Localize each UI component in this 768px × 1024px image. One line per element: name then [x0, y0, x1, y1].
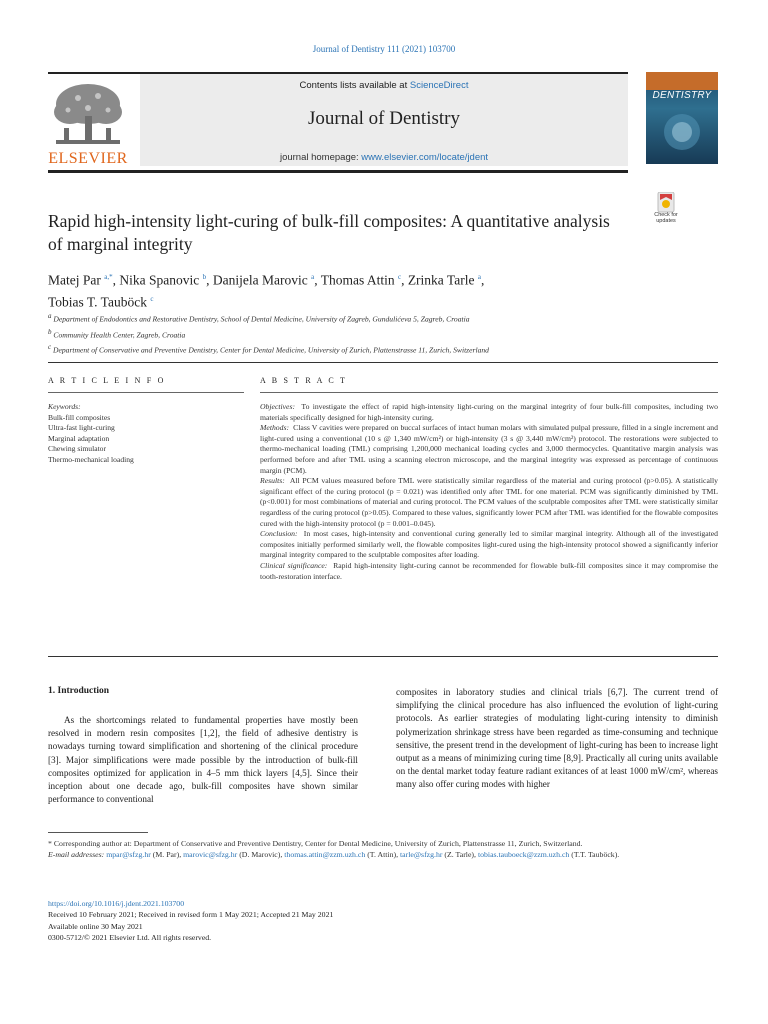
affiliations	[48, 310, 708, 357]
section-divider	[48, 656, 718, 657]
email-owner: (Z. Tarle),	[442, 850, 478, 860]
email-owner: (T. Attin),	[365, 850, 400, 860]
footnotes	[48, 838, 718, 860]
email-link[interactable]: tobias.tauboeck@zzm.uzh.ch	[477, 850, 570, 860]
keyword: Bulk-fill composites	[48, 412, 111, 422]
email-link[interactable]: marovic@sfzg.hr	[183, 850, 238, 860]
author-name[interactable]: Tobias T. Tauböck	[48, 294, 147, 309]
abstract-label: Conclusion:	[260, 529, 298, 539]
abstract-label: Methods:	[260, 423, 290, 433]
author-affiliation-marker[interactable]: c	[150, 294, 154, 303]
email-owner: (T.T. Tauböck).	[569, 850, 620, 860]
cover-top-band	[646, 72, 718, 90]
author-affiliation-marker[interactable]: a	[477, 273, 481, 281]
cover-graphic-icon	[660, 110, 704, 154]
abstract-text: Rapid high-intensity light-curing cannot be recommended for flowable bulk-fill composites since it may compromise the tooth-restoration interface.	[260, 560, 719, 581]
abstract-text: All PCM values measured before TML were statistically similar regardless of the material and curing protocol (p>0.05). A statistically significant effect of the curing protocol (p = 0.021) was identified only after TML for one material. PCM was significantly diminished by TML (p<0.001) for most combinations of material and curing protocol. The PCM values of the sculptable composites after TML were statistically similar regardless of the curing protocol (p>0.05). Compared to these values, significantly lower PCM after TML was identified for the flowable composites cured with the high-intensity protocol (p = 0.001–0.045).	[260, 476, 718, 528]
abstract-rule	[260, 392, 718, 393]
running-head[interactable]: Journal of Dentistry 111 (2021) 103700	[312, 44, 456, 54]
abstract-text: Class V cavities were prepared on buccal surfaces of intact human molars with simulated pulpal pressure, filled in a single increment and light-cured using a conventional (10 s @ 1,340 mW/cm²) or high-intensity (3 s @ 3,440 mW/cm²) protocol. The restorations were subjected to thermo-mechanical loading (TML) comprising 1,200,000 mechanical loading cycles and 3,000 thermocycles. Quantitative margin analysis was performed before and after TML using a scanning electron microscope, and the marginal integrity was expressed as percentage of continuous margin (PCM).	[260, 423, 718, 475]
affiliation-text: Department of Conservative and Preventive Dentistry, Center for Dental Medicine, University of Zurich, Plattenstrasse 11, Zurich, Switzerland	[53, 345, 489, 355]
email-addresses	[48, 849, 718, 860]
elsevier-wordmark: ELSEVIER	[48, 150, 128, 167]
author-affiliation-marker[interactable]: a	[311, 273, 315, 281]
email-link[interactable]: tarle@sfzg.hr	[400, 850, 443, 860]
sciencedirect-link[interactable]: ScienceDirect	[409, 80, 469, 91]
author-separator: ,	[480, 272, 485, 288]
journal-title: Journal of Dentistry	[308, 108, 460, 129]
email-link[interactable]: mpar@sfzg.hr	[106, 850, 151, 860]
abstract-results	[260, 476, 718, 529]
author-name[interactable]: Thomas Attin	[320, 272, 395, 288]
contents-prefix: Contents lists available at	[299, 80, 410, 91]
cover-title: DENTISTRY	[652, 90, 712, 101]
article-title: Rapid high-intensity light-curing of bulk-fill composites: A quantitative analysis of marginal integrity	[48, 211, 610, 254]
homepage-prefix: journal homepage:	[279, 152, 362, 163]
copyright: 0300-5712/© 2021 Elsevier Ltd. All rights reserved.	[48, 933, 212, 943]
abstract-heading: A B S T R A C T	[260, 376, 348, 385]
affiliation	[48, 326, 708, 342]
journal-homepage-link[interactable]: www.elsevier.com/locate/jdent	[361, 152, 489, 163]
abstract-label: Clinical significance:	[260, 560, 328, 570]
author-name[interactable]: Danijela Marovic	[212, 272, 308, 288]
author-affiliation-marker[interactable]: a,*	[104, 273, 113, 281]
author-separator: ,	[206, 272, 213, 288]
body-column-right	[396, 686, 718, 792]
author-affiliation-marker[interactable]: c	[397, 273, 402, 281]
header-bottom-rule	[48, 170, 628, 173]
affiliation-key: a	[48, 312, 52, 320]
affiliation-text: Department of Endodontics and Restorative Dentistry, School of Dental Medicine, University of Zagreb, Gundulićeva 5, Zagreb, Croatia	[53, 314, 470, 324]
check-updates-label[interactable]: Check for updates	[654, 212, 678, 224]
abstract-significance	[260, 561, 718, 582]
contents-line	[140, 80, 628, 91]
author-separator: ,	[401, 272, 408, 288]
email-link[interactable]: thomas.attin@zzm.uzh.ch	[284, 850, 366, 860]
keyword: Marginal adaptation	[48, 433, 110, 443]
affiliation-key: b	[48, 327, 52, 336]
author-list	[48, 268, 688, 311]
abstract-label: Results:	[260, 476, 285, 486]
corresponding-author-note: * Corresponding author at: Department of Conservative and Preventive Dentistry, Center for Dental Medicine, University of Zurich, Plattenstrasse 11, Zurich, Switzerland.	[48, 839, 583, 848]
affiliation	[48, 310, 708, 326]
article-info-rule	[48, 392, 244, 393]
homepage-line	[140, 152, 628, 163]
author-affiliation-marker[interactable]: b	[202, 273, 207, 281]
section-heading-introduction: 1. Introduction	[48, 686, 110, 696]
footnote-rule	[48, 832, 148, 833]
author-name[interactable]: Matej Par	[48, 272, 101, 288]
received-dates: Received 10 February 2021; Received in revised form 1 May 2021; Accepted 21 May 2021	[48, 910, 334, 920]
abstract-label: Objectives:	[260, 402, 296, 411]
abstract-conclusion	[260, 529, 718, 561]
keyword: Ultra-fast light-curing	[48, 423, 115, 433]
abstract-body	[260, 402, 718, 582]
keywords-block	[48, 402, 248, 466]
email-owner: (D. Marovic),	[237, 850, 285, 860]
author-separator: ,	[314, 272, 321, 288]
doi-link[interactable]: https://doi.org/10.1016/j.jdent.2021.103700	[48, 899, 185, 908]
body-paragraph: composites in laboratory studies and clinical trials [6,7]. The current trend of simplifying the clinical procedure has also influenced the evolution of light-curing protocols. As earlier strategies of modulating light-curing intensity to diminish polymerization shrinkage stress have been regarded as time-consuming and technique sensitive, the present trend in the development of light-curing has been to increase light output as a means of minimizing curing time [8,9]. Practically all curing units available on the dental market today feature radiant exitances of at least 1000 mW/cm², whereas many also offer curing modes with higher	[396, 687, 718, 790]
abstract-objectives	[260, 402, 718, 423]
section-divider	[48, 362, 718, 363]
abstract-methods	[260, 423, 718, 476]
author-separator: ,	[112, 272, 120, 288]
keyword: Thermo-mechanical loading	[48, 454, 134, 464]
author-name[interactable]: Zrinka Tarle	[407, 272, 475, 288]
keyword: Chewing simulator	[48, 444, 107, 454]
article-info-heading: A R T I C L E I N F O	[48, 376, 166, 385]
available-online: Available online 30 May 2021	[48, 921, 143, 931]
body-column-left	[48, 714, 358, 806]
email-owner: (M. Par),	[150, 850, 184, 860]
keywords-label: Keywords:	[48, 402, 81, 411]
author-name[interactable]: Nika Spanovic	[119, 272, 200, 288]
abstract-text: In most cases, high-intensity and conventional curing generally led to similar marginal integrity. Although all of the investigated composites initially performed similarly well, the flowable composites light-cured using the high-intensity protocol showed a significantly inferior marginal integrity compared to the sculptable composites after loading.	[260, 529, 718, 560]
body-paragraph: As the shortcomings related to fundamental properties have mostly been resolved in modern resin composites [1,2], the field of adhesive dentistry is nowadays turning toward simplification and shortening of the clinical procedure [3]. Major simplifications were made possible by the introduction of bulk-fill composites optimized for application in 4–5 mm thick layers [4,5]. Since their inception about one decade ago, bulk-fill composites have shown similar performance to conventional	[48, 715, 358, 805]
article-history	[48, 898, 718, 944]
affiliation	[48, 341, 708, 357]
affiliation-text: Community Health Center, Zagreb, Croatia	[53, 330, 186, 340]
email-label: E-mail addresses:	[48, 850, 105, 860]
affiliation-key: c	[48, 343, 52, 352]
abstract-text: To investigate the effect of rapid high-intensity light-curing on the marginal integrity of four bulk-fill composites, including two materials specifically designed for high-intensity curing.	[260, 402, 718, 422]
journal-cover-thumbnail[interactable]	[646, 72, 718, 164]
